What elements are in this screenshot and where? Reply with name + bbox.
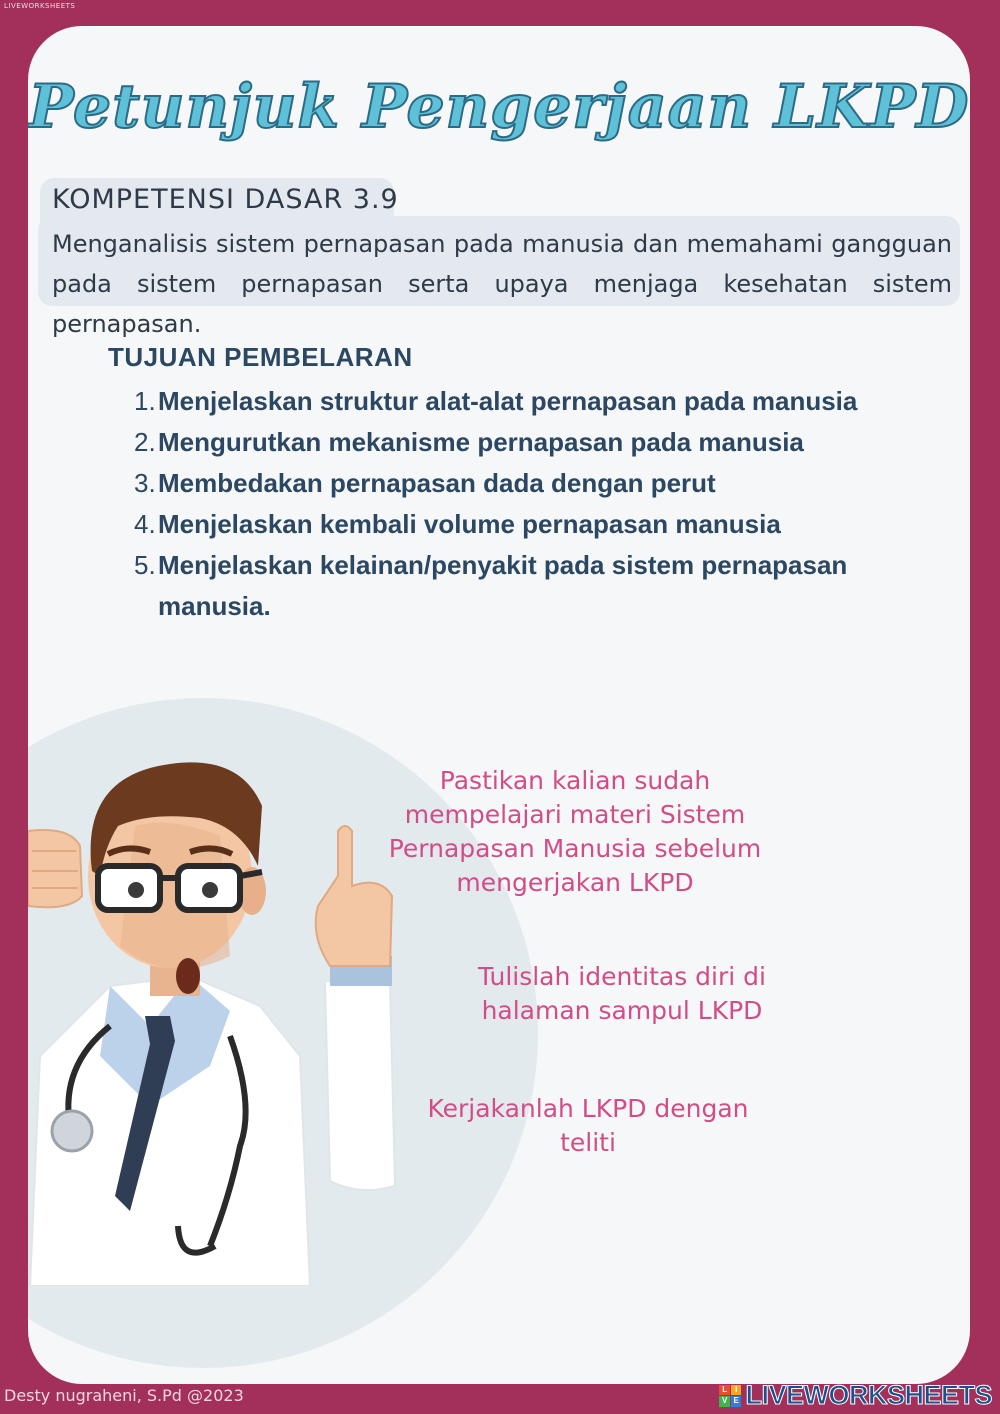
objective-item: 4. Menjelaskan kembali volume pernapasan manusia [134,509,781,539]
worksheet-card [28,26,970,1384]
kompetensi-text: Menganalisis sistem pernapasan pada manusia dan memahami gangguan pada sistem pernapasan serta upaya menjaga kesehatan sistem pernapasan. [52,230,952,338]
header-brand-mark: LIVEWORKSHEETS [4,2,76,10]
liveworksheets-brand-text: LIVEWORKSHEETS [745,1380,992,1410]
tujuan-heading: TUJUAN PEMBELARAN [108,342,413,372]
liveworksheets-logo-icon: L I V E [719,1385,741,1407]
note-work-carefully: Kerjakanlah LKPD dengan teliti [427,1094,749,1157]
objective-item: 2. Mengurutkan mekanisme pernapasan pada manusia [134,427,804,457]
note-study-material: Pastikan kalian sudah mempelajari materi Sistem Pernapasan Manusia sebelum mengerjakan LKPD [388,766,762,897]
doctor-illustration [28,726,430,1286]
objective-item: 1. Menjelaskan struktur alat-alat pernapasan pada manusia [134,386,858,416]
author-credit: Desty nugraheni, S.Pd @2023 [4,1386,244,1405]
objectives-list [134,381,894,627]
objective-item: 5. Menjelaskan kelainan/penyakit pada sistem pernapasan manusia. [134,550,848,621]
note-write-identity: Tulislah identitas diri di halaman sampul LKPD [478,962,766,1025]
liveworksheets-logo [719,1380,992,1411]
objective-item: 3. Membedakan pernapasan dada dengan perut [134,468,716,498]
page-title: Petunjuk Pengerjaan LKPD [28,72,970,142]
kompetensi-label: KOMPETENSI DASAR 3.9 [52,184,399,215]
